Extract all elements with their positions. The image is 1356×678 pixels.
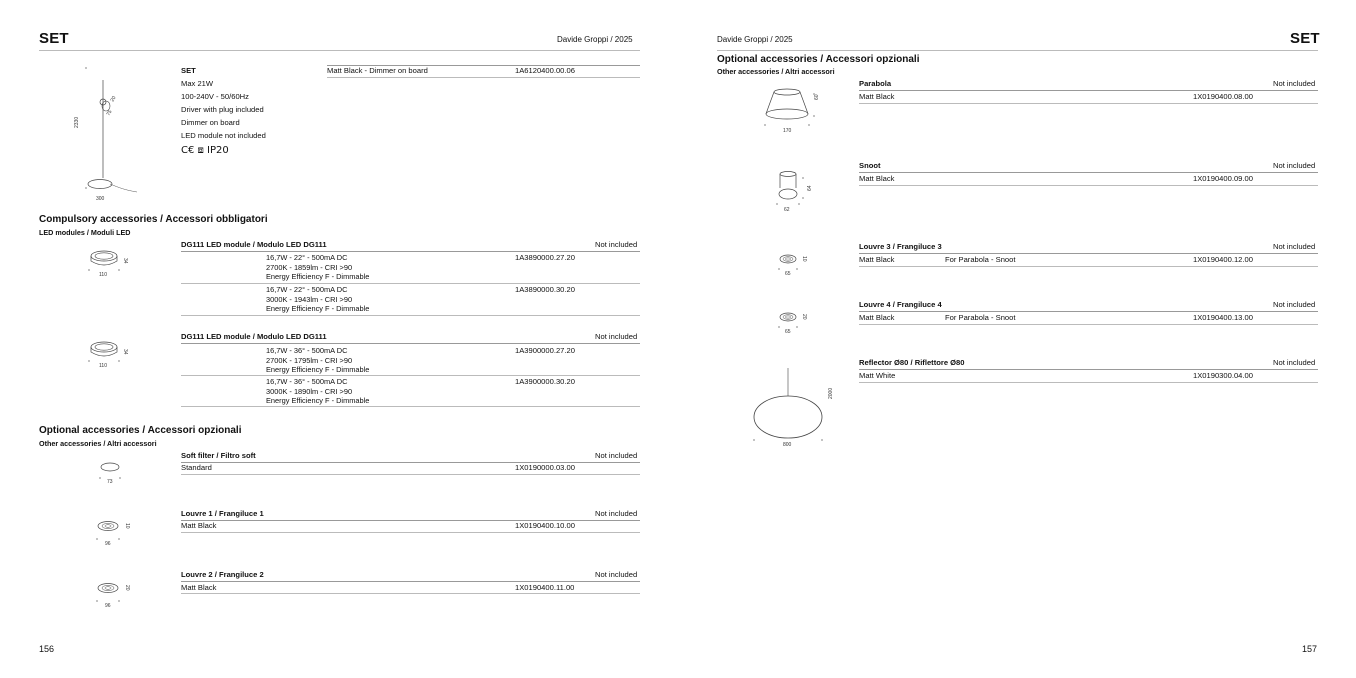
spec-voltage: 100-240V - 50/60Hz <box>181 92 249 101</box>
snoot-name: Snoot <box>859 161 881 170</box>
reflector-variant: Matt White <box>859 371 896 380</box>
snoot-code: 1X0190400.09.00 <box>1193 174 1253 183</box>
led-item-1 <box>266 253 369 282</box>
louvre-4-name: Louvre 4 / Frangiluce 4 <box>859 300 942 309</box>
dim-w: 170 <box>783 128 792 134</box>
snoot-drawing <box>772 170 822 216</box>
section-compulsory-title: Compulsory accessories / Accessori obbligatori <box>39 214 268 225</box>
spec-driver: Driver with plug included <box>181 105 264 114</box>
soft-filter-status: Not included <box>595 451 638 460</box>
section-optional-subtitle-right: Other accessories / Altri accessori <box>717 67 835 76</box>
led-item-line3: Energy Efficiency F - Dimmable <box>266 396 370 406</box>
louvre-4-drawing <box>776 311 816 337</box>
louvre-4-variant: Matt Black <box>859 313 895 322</box>
set-floor-lamp-drawing <box>75 60 155 205</box>
dim-w: 96 <box>105 541 111 547</box>
led-item-2-code: 1A3890000.30.20 <box>515 285 575 294</box>
louvre-2-code: 1X0190400.11.00 <box>515 583 575 592</box>
led-item-3-code: 1A3900000.27.20 <box>515 346 575 355</box>
dim-w: 96 <box>105 603 111 609</box>
dim-w: 800 <box>783 442 792 448</box>
dim-h: 20 <box>801 314 807 320</box>
spec-dimmer: Dimmer on board <box>181 118 240 127</box>
snoot-status: Not included <box>1273 161 1316 170</box>
product-code: 1A6120400.00.06 <box>515 66 575 75</box>
led-item-4-rule <box>181 406 640 407</box>
led-item-1-code: 1A3890000.27.20 <box>515 253 575 262</box>
louvre-1-name: Louvre 1 / Frangiluce 1 <box>181 509 264 518</box>
soft-filter-code: 1X0190000.03.00 <box>515 463 575 472</box>
soft-filter-drawing <box>96 458 136 486</box>
section-optional-title-left: Optional accessories / Accessori opzionali <box>39 425 242 436</box>
led-item-line3: Energy Efficiency F - Dimmable <box>266 304 370 314</box>
louvre-3-variant: Matt Black <box>859 255 895 264</box>
led-item-4 <box>266 377 369 406</box>
dim-h: 64 <box>807 185 813 191</box>
louvre-3-drawing <box>776 253 816 279</box>
page-number-right: 157 <box>1302 644 1318 654</box>
product-name: SET <box>181 66 196 75</box>
led-item-2-rule <box>181 315 640 316</box>
spec-power: Max 21W <box>181 79 214 88</box>
soft-filter-variant-rule <box>181 474 640 475</box>
led-item-3-rule <box>181 375 640 376</box>
dim-h: 2000 <box>828 387 834 399</box>
led-group-1-status: Not included <box>595 240 638 249</box>
section-optional-subtitle-left: Other accessories / Altri accessori <box>39 439 157 448</box>
louvre-3-rule <box>859 253 1318 254</box>
led-item-line1: 16,7W - 36° - 500mA DC <box>266 346 348 355</box>
reflector-name: Reflector Ø80 / Riflettore Ø80 <box>859 358 965 367</box>
led-item-line2: 2700K - 1859lm - CRI >90 <box>266 262 353 272</box>
header-rule-left <box>39 50 640 51</box>
dim-w: 62 <box>784 207 790 213</box>
section-compulsory-subtitle: LED modules / Moduli LED <box>39 228 131 237</box>
dim-w: 65 <box>785 271 791 277</box>
parabola-name: Parabola <box>859 79 892 88</box>
led-group-1-name: DG111 LED module / Modulo LED DG111 <box>181 240 327 249</box>
dim-h: 60 <box>814 94 820 100</box>
dim-h: 10 <box>801 256 807 262</box>
parabola-code: 1X0190400.08.00 <box>1193 92 1253 101</box>
parabola-variant-rule <box>859 103 1318 104</box>
snoot-variant: Matt Black <box>859 174 895 183</box>
louvre-1-status: Not included <box>595 509 638 518</box>
header-rule-right <box>717 50 1318 51</box>
louvre-4-status: Not included <box>1273 300 1316 309</box>
led-item-line1: 16,7W - 22° - 500mA DC <box>266 253 348 262</box>
led-group-1-rule <box>181 251 640 252</box>
led-item-line2: 3000K - 1943lm - CRI >90 <box>266 294 353 304</box>
header-brand-left: Davide Groppi / 2025 <box>557 35 633 44</box>
section-optional-title-right: Optional accessories / Accessori opzionali <box>717 54 920 65</box>
louvre-2-variant: Matt Black <box>181 583 217 592</box>
dim-head-b: 75 <box>105 109 114 117</box>
parabola-variant: Matt Black <box>859 92 895 101</box>
led-group-2-name: DG111 LED module / Modulo LED DG111 <box>181 332 327 341</box>
certification-marks: C€ ⧈ IP20 <box>181 145 229 156</box>
dim-w: 110 <box>99 363 107 369</box>
dim-base: 300 <box>96 196 105 202</box>
louvre-4-note: For Parabola - Snoot <box>945 313 1016 322</box>
led-item-line2: 3000K - 1890lm - CRI >90 <box>266 386 353 396</box>
louvre-3-variant-rule <box>859 266 1318 267</box>
parabola-drawing <box>760 86 830 136</box>
led-group-2-status: Not included <box>595 332 638 341</box>
louvre-2-variant-rule <box>181 593 640 594</box>
louvre-4-variant-rule <box>859 324 1318 325</box>
louvre-4-code: 1X0190400.13.00 <box>1193 313 1253 322</box>
snoot-variant-rule <box>859 185 1318 186</box>
led-item-1-rule <box>181 283 640 284</box>
dim-w: 110 <box>99 272 107 278</box>
louvre-4-rule <box>859 311 1318 312</box>
dim-h: 20 <box>124 585 130 591</box>
louvre-1-variant-rule <box>181 532 640 533</box>
page-number-left: 156 <box>39 644 55 654</box>
spec-led: LED module not included <box>181 131 266 140</box>
page-title-left: SET <box>39 30 69 47</box>
led-module-36-drawing <box>86 337 136 369</box>
led-item-line1: 16,7W - 22° - 500mA DC <box>266 285 348 294</box>
product-variant: Matt Black - Dimmer on board <box>327 66 428 75</box>
led-module-22-drawing <box>86 246 136 278</box>
louvre-2-drawing <box>94 580 138 610</box>
product-variant-rule <box>327 77 640 78</box>
louvre-2-rule <box>181 581 640 582</box>
led-item-2 <box>266 285 369 314</box>
parabola-rule <box>859 90 1318 91</box>
led-item-line1: 16,7W - 36° - 500mA DC <box>266 377 348 386</box>
louvre-3-code: 1X0190400.12.00 <box>1193 255 1253 264</box>
led-item-4-code: 1A3900000.30.20 <box>515 377 575 386</box>
louvre-2-name: Louvre 2 / Frangiluce 2 <box>181 570 264 579</box>
dim-w: 65 <box>785 329 791 335</box>
dim-h: 10 <box>124 523 130 529</box>
led-item-3 <box>266 346 369 375</box>
led-group-2-rule <box>181 343 640 344</box>
louvre-3-name: Louvre 3 / Frangiluce 3 <box>859 242 942 251</box>
dim-h: 34 <box>122 258 128 264</box>
led-item-line2: 2700K - 1795lm - CRI >90 <box>266 355 353 365</box>
reflector-variant-rule <box>859 382 1318 383</box>
led-item-line3: Energy Efficiency F - Dimmable <box>266 365 370 375</box>
snoot-rule <box>859 172 1318 173</box>
dim-height: 2330 <box>74 116 80 128</box>
dim-w: 73 <box>107 479 113 485</box>
reflector-drawing <box>748 366 843 451</box>
soft-filter-variant: Standard <box>181 463 212 472</box>
louvre-2-status: Not included <box>595 570 638 579</box>
reflector-rule <box>859 369 1318 370</box>
louvre-1-variant: Matt Black <box>181 521 217 530</box>
louvre-1-drawing <box>94 518 138 548</box>
dim-head-a: 20 <box>109 95 118 103</box>
led-item-line3: Energy Efficiency F - Dimmable <box>266 272 370 282</box>
reflector-status: Not included <box>1273 358 1316 367</box>
soft-filter-name: Soft filter / Filtro soft <box>181 451 256 460</box>
reflector-code: 1X0190300.04.00 <box>1193 371 1253 380</box>
louvre-1-code: 1X0190400.10.00 <box>515 521 575 530</box>
louvre-3-status: Not included <box>1273 242 1316 251</box>
louvre-3-note: For Parabola - Snoot <box>945 255 1016 264</box>
parabola-status: Not included <box>1273 79 1316 88</box>
page-title-right: SET <box>1290 30 1320 47</box>
header-brand-right: Davide Groppi / 2025 <box>717 35 793 44</box>
dim-h: 34 <box>122 349 128 355</box>
